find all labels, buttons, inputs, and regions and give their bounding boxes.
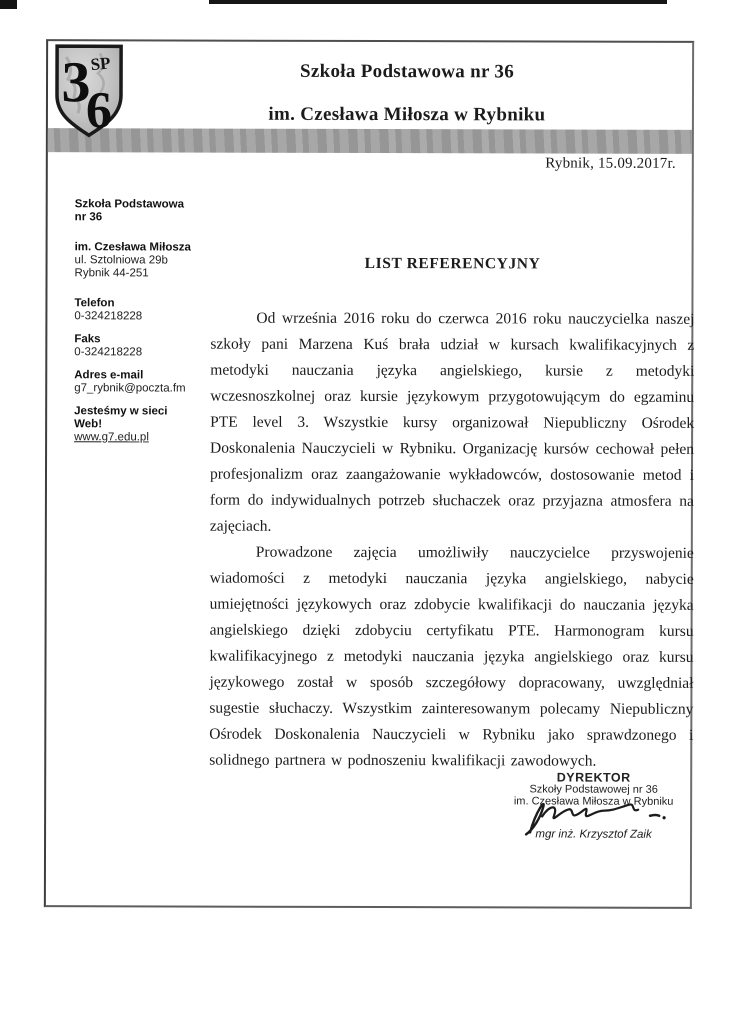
- school-name-line1: Szkoła Podstawowa nr 36: [300, 60, 515, 83]
- signature-role: DYREKTOR: [556, 770, 631, 785]
- letterhead: [138, 41, 676, 126]
- date-line: Rybnik, 15.09.2017r.: [545, 155, 676, 172]
- sidebar-school-line2: nr 36: [74, 211, 103, 224]
- letter-paragraph-1: Od września 2016 roku do czerwca 2016 roku nauczycielka naszej szkoły pani Marzena Kuś brała udział w kursach kwalifikacyjnych z metodyki nauczania języka angielskiego, kursie z metodyki wczesnoszkolnej oraz kursie językowym przygotowującym do egzaminu PTE level 3. Wszystkie kursy organizował Niepubliczny Ośrodek Doskonalenia Nauczycieli w Rybniku. Organizację kursów cechował pełen profesjonalizm oraz zaangażowanie wykładowców, dostosowanie metod i form do indywidualnych potrzeb słuchaczek oraz przyjazna atmosfera na zajęciach.: [209, 309, 695, 535]
- logo-sp-text: SP: [89, 53, 112, 75]
- sidebar-street: ul. Sztolniowa 29b: [74, 254, 168, 267]
- signature-org-line1: Szkoły Podstawowej nr 36: [529, 783, 658, 796]
- contact-sidebar: [74, 198, 207, 461]
- sidebar-address-block: [75, 241, 207, 280]
- sidebar-school-block: [75, 198, 207, 224]
- signature-org-line2: im. Czesława Miłosza w Rybniku: [513, 795, 674, 808]
- sidebar-school-line1: Szkoła Podstawowa: [74, 198, 185, 211]
- letter-title: LIST REFERENCYJNY: [364, 254, 541, 273]
- phone-label: Telefon: [74, 297, 115, 310]
- letterhead-divider-band: [48, 128, 692, 154]
- email-value: g7_rybnik@poczta.fm: [74, 382, 186, 395]
- signature-name: mgr inż. Krzysztof Zaik: [535, 828, 652, 841]
- sidebar-fax-block: [74, 333, 206, 359]
- scan-artifact-top-strip: [209, 0, 667, 4]
- sidebar-email-block: [74, 369, 206, 395]
- email-label: Adres e-mail: [74, 369, 144, 382]
- fax-value: 0-324218228: [74, 346, 143, 359]
- letter-page: [44, 39, 694, 909]
- sidebar-phone-block: [74, 297, 206, 323]
- school-shield-logo-icon: [54, 43, 124, 139]
- handwritten-signature: [512, 792, 672, 840]
- letter-paragraph-2: Prowadzone zajęcia umożliwiły nauczycielce przyswojenie wiadomości z metodyki nauczania języka angielskiego, nabycie umiejętności językowych oraz zdobycie kwalifikacji do nauczania języka angielskiego dzięki zdobyciu certyfikatu PTE. Harmonogram kursu kwalifikacyjnego z metodyki nauczania języka angielskiego oraz kursu językowego został w sposób szczegółowy dopracowany, uwzględniał sugestie słuchaczy. Wszystkim zainteresowanym polecamy Niepubliczny Ośrodek Doskonalenia Nauczycieli w Rybniku jako sprawdzonego i solidnego partnera w podnoszeniu kwalifikacji zawodowych.: [209, 543, 694, 770]
- signature-block: [486, 770, 701, 861]
- fax-label: Faks: [74, 333, 101, 346]
- website-link: www.g7.edu.pl: [74, 431, 149, 444]
- web-label-line1: Jesteśmy w sieci: [74, 405, 168, 418]
- sidebar-patron: im. Czesława Miłosza: [74, 241, 191, 254]
- logo-digit-3: 3: [61, 49, 91, 115]
- logo-digit-6: 6: [85, 82, 113, 140]
- phone-value: 0-324218228: [74, 310, 143, 323]
- scan-artifact-corner-mark: [0, 0, 17, 9]
- letter-body: [209, 255, 694, 775]
- school-name-line2: im. Czesława Miłosza w Rybniku: [268, 103, 546, 126]
- sidebar-web-block: [74, 405, 206, 444]
- web-label-line2: Web!: [74, 418, 103, 431]
- sidebar-city: Rybnik 44-251: [74, 267, 149, 280]
